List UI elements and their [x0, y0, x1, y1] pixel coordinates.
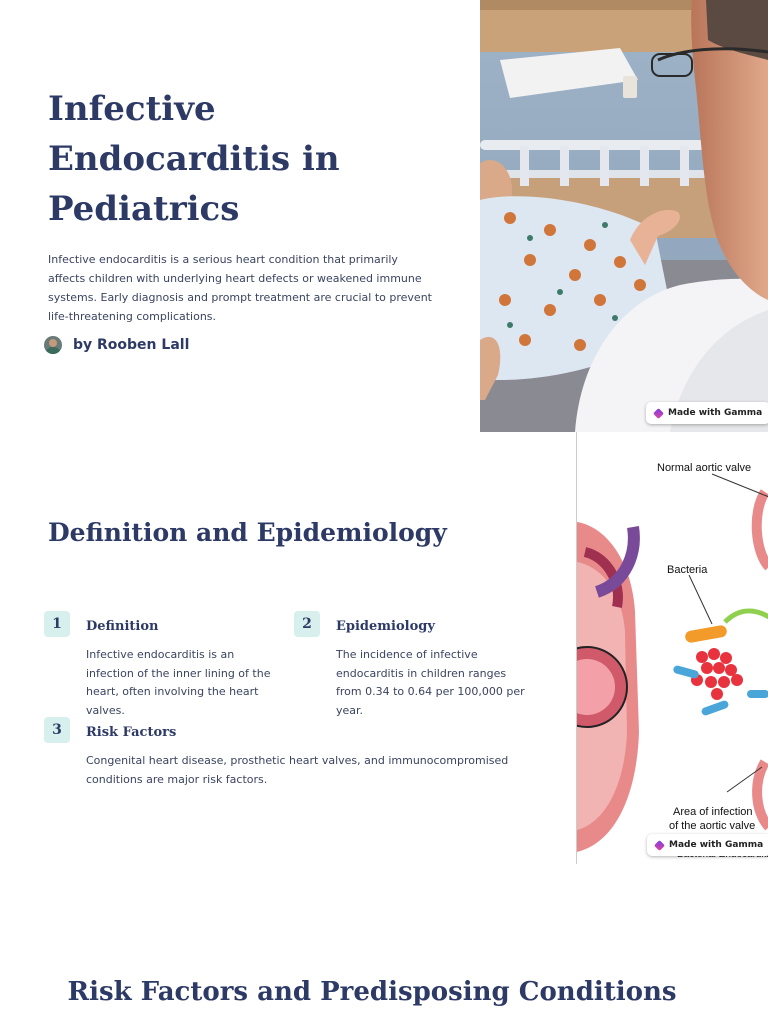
item-number: 1 — [44, 611, 70, 637]
made-with-gamma-badge[interactable] — [646, 402, 768, 424]
item-number: 2 — [294, 611, 320, 637]
infection-area-label-line2: of the aortic valve — [669, 820, 756, 832]
item-text: Congenital heart disease, prosthetic heart valves, and immunocompromised conditions are major risk factors. — [86, 754, 509, 786]
bacteria-label: Bacteria — [667, 564, 708, 576]
gamma-logo-icon — [654, 840, 665, 851]
author-avatar — [44, 336, 62, 354]
slide-title: Definition and Epidemiology — [48, 518, 447, 547]
item-number: 3 — [44, 717, 70, 743]
badge-label: Made with Gamma — [668, 408, 763, 418]
risk-factors-item — [44, 717, 524, 797]
title-slide — [0, 0, 768, 432]
gamma-logo-icon — [653, 408, 664, 419]
badge-label: Made with Gamma — [669, 840, 764, 850]
author-line — [44, 336, 189, 354]
author-name: by Rooben Lall — [73, 337, 190, 353]
infection-area-label-line1: Area of infection — [673, 806, 753, 818]
definition-item — [44, 611, 284, 721]
item-title: Epidemiology — [336, 619, 435, 634]
slide-title: Risk Factors and Predisposing Conditions — [67, 977, 677, 1007]
item-text: Infective endocarditis is an infection of the inner lining of the heart, often involving the heart valves. — [86, 648, 271, 717]
slide-description: Infective endocarditis is a serious heart condition that primarily affects children with underlying heart defects or weakened immune systems. Early diagnosis and prompt treatment are crucial to prevent life-threatening complications. — [48, 253, 432, 323]
hospital-photo — [480, 0, 768, 432]
heart-illustration — [576, 432, 768, 864]
epidemiology-item — [294, 611, 534, 721]
item-title: Risk Factors — [86, 725, 177, 740]
item-title: Definition — [86, 619, 159, 634]
doctor-child-photo-image — [480, 0, 768, 432]
slide-title: Infective Endocarditis in Pediatrics — [48, 89, 340, 229]
made-with-gamma-badge[interactable] — [647, 834, 768, 856]
risk-factors-slide — [0, 864, 768, 1024]
endocarditis-diagram-image — [577, 432, 768, 864]
normal-valve-label: Normal aortic valve — [657, 462, 752, 474]
item-text: The incidence of infective endocarditis in children ranges from 0.34 to 0.64 per 100,000 per year. — [336, 648, 525, 717]
definition-slide — [0, 432, 768, 864]
